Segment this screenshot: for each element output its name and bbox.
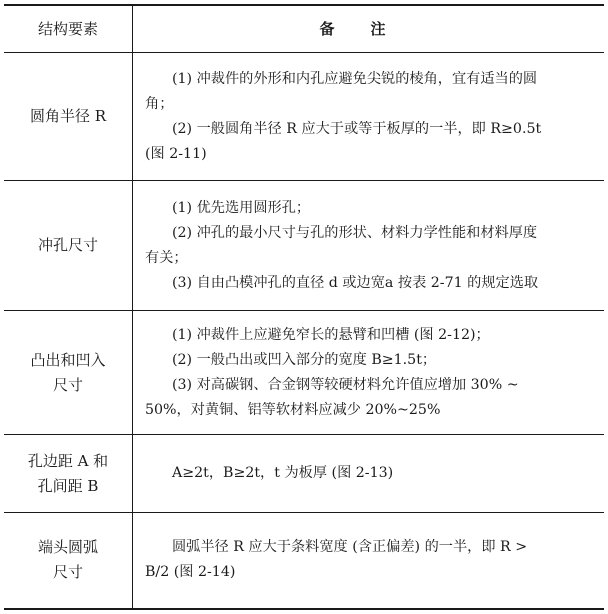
table-header-row <box>4 5 604 53</box>
note-line: (2) 一般凸出或凹入部分的宽度 B≥1.5t； <box>171 351 437 368</box>
element-cell <box>4 513 133 609</box>
note-line: (1) 冲裁件上应避免窄长的悬臂和凹槽 (图 2-12)； <box>171 326 490 343</box>
note-cell <box>133 513 605 609</box>
table-row <box>4 311 604 435</box>
element-cell <box>4 53 133 181</box>
element-label: 孔边距 A 和 <box>27 451 109 470</box>
element-label: 凸出和凹入 <box>30 350 106 369</box>
note-line: 角； <box>145 95 174 112</box>
note-line: (2) 冲孔的最小尺寸与孔的形状、材料力学性能和材料厚度 <box>171 224 538 241</box>
note-cell <box>133 53 605 181</box>
note-line: A≥2t，B≥2t，t 为板厚 (图 2-13) <box>171 465 394 481</box>
element-label: 端头圆弧 <box>37 538 98 557</box>
element-label: 尺寸 <box>52 375 83 394</box>
table-row <box>4 53 604 181</box>
element-label: 圆角半径 R <box>29 107 107 125</box>
note-line: 50%，对黄铜、铝等软材料应减少 20%~25% <box>145 401 441 418</box>
note-cell <box>133 311 605 435</box>
header-element: 结构要素 <box>4 5 133 53</box>
note-line: (1) 优先选用圆形孔； <box>171 199 311 216</box>
note-line: (1) 冲裁件的外形和内孔应避免尖锐的棱角，宜有适当的圆 <box>171 70 538 87</box>
table-row <box>4 513 604 609</box>
header-note: 备注 <box>133 5 605 53</box>
element-label: 冲孔尺寸 <box>37 236 98 254</box>
table-row <box>4 181 604 311</box>
note-cell <box>133 435 605 513</box>
note-line: 有关； <box>145 249 188 266</box>
note-line: B/2 (图 2-14) <box>145 564 236 581</box>
element-cell <box>4 311 133 435</box>
table-row <box>4 435 604 513</box>
note-line: 圆弧半径 R 应大于条料宽度 (含正偏差) 的一半，即 R > <box>171 539 528 556</box>
note-line: (2) 一般圆角半径 R 应大于或等于板厚的一半，即 R≥0.5t <box>171 120 542 137</box>
note-line: (3) 对高碳钢、合金钢等较硬材料允许值应增加 30% ~ <box>171 376 519 393</box>
note-line: (3) 自由凸模冲孔的直径 d 或边宽a 按表 2-71 的规定选取 <box>171 274 539 291</box>
note-cell <box>133 181 605 311</box>
note-line: (图 2-11) <box>145 145 207 162</box>
element-label: 孔间距 B <box>37 476 99 495</box>
element-label: 尺寸 <box>52 563 83 582</box>
element-cell <box>4 435 133 513</box>
structure-requirements-table <box>4 4 604 610</box>
element-cell <box>4 181 133 311</box>
